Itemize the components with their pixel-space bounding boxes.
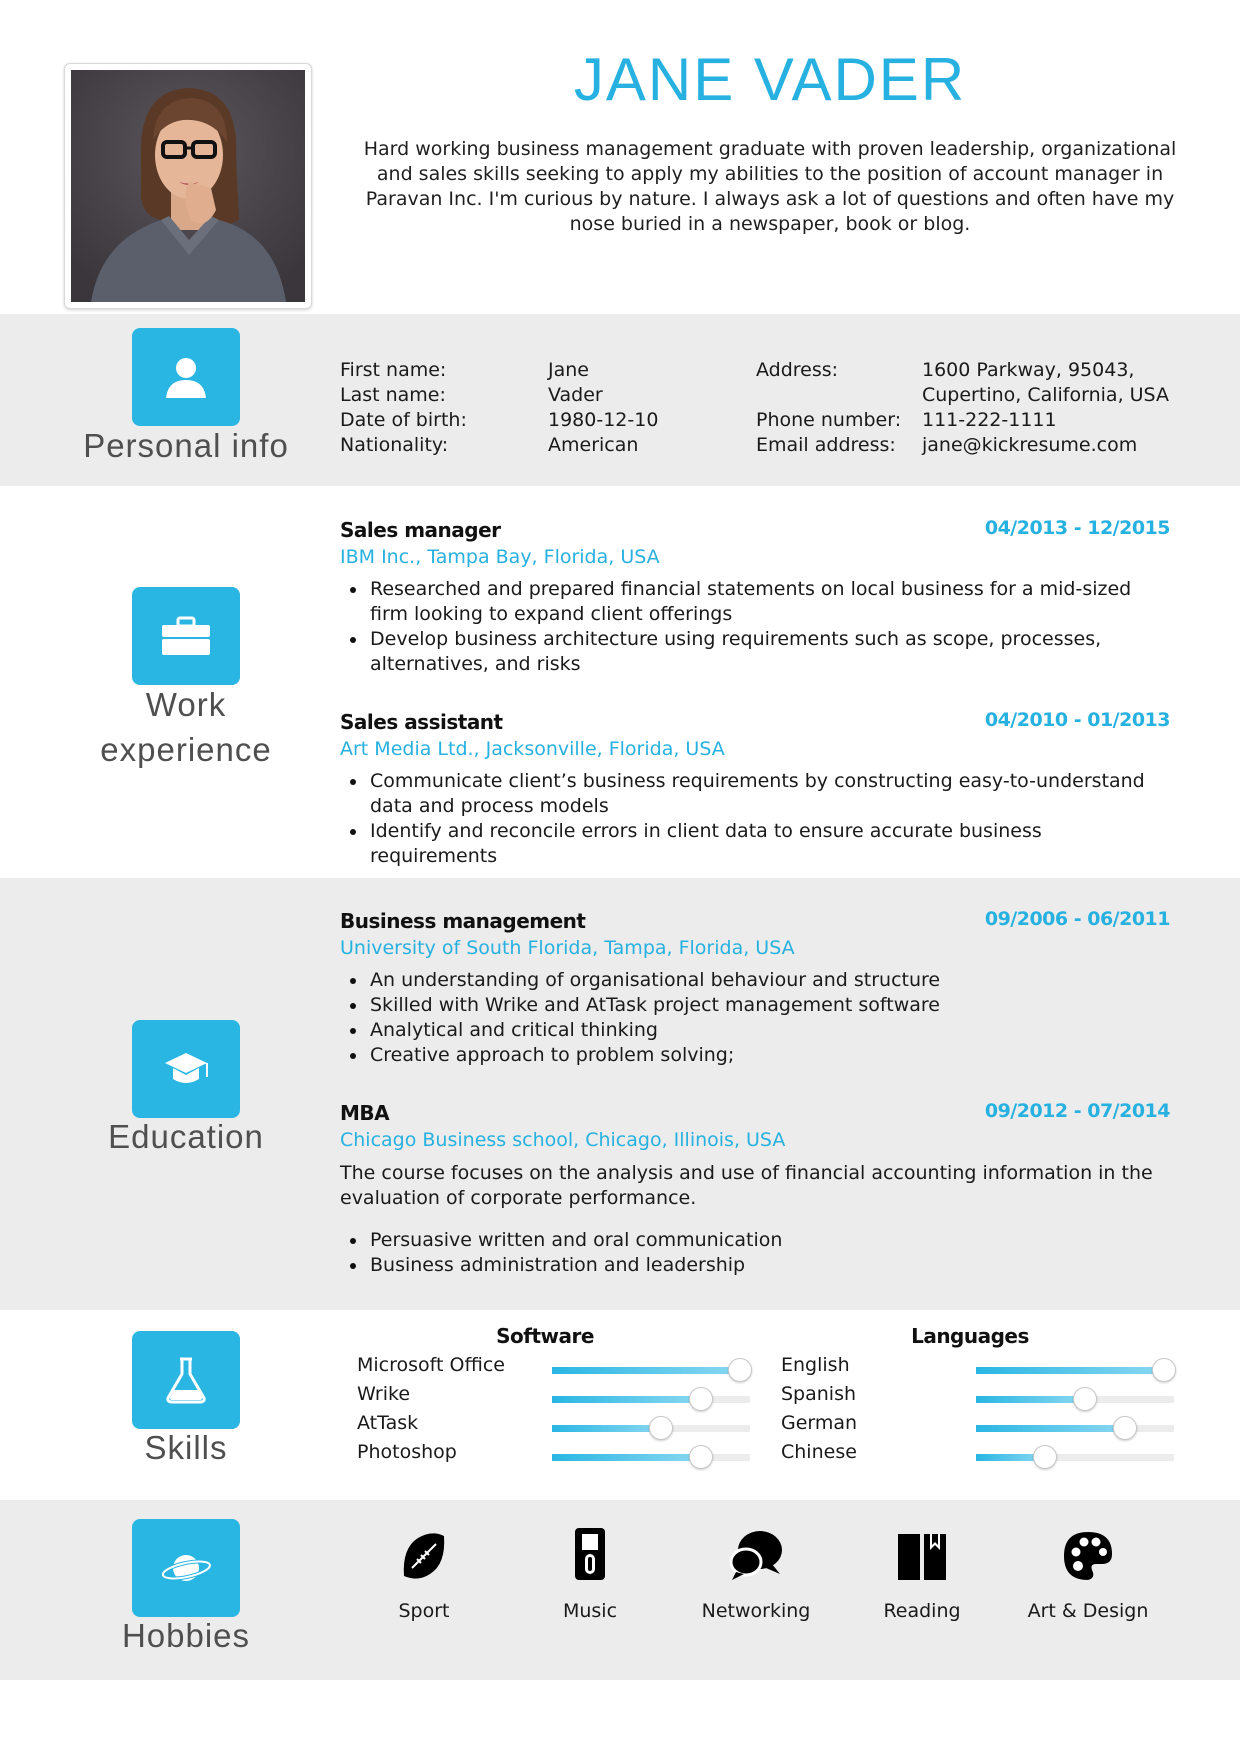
languages-heading: Languages	[911, 1324, 1029, 1348]
address-label: Address:	[756, 359, 839, 381]
section-title-personal-info: Personal info	[83, 427, 289, 464]
flask-icon	[164, 1356, 208, 1404]
section-title-skills: Skills	[144, 1429, 228, 1466]
candidate-name: JANE VADER	[573, 46, 967, 113]
skill-level-bar	[552, 1454, 750, 1461]
job-company: IBM Inc., Tampa Bay, Florida, USA	[340, 546, 660, 568]
address-line-1: 1600 Parkway, 95043,	[922, 359, 1135, 381]
skill-label: AtTask	[357, 1412, 419, 1434]
skill-level-bar	[976, 1454, 1174, 1461]
job-title: Sales assistant	[340, 710, 503, 734]
skill-level-fill	[552, 1396, 701, 1403]
nationality-value: American	[548, 434, 639, 456]
first-name-label: First name:	[340, 359, 447, 381]
job-company: Art Media Ltd., Jacksonville, Florida, USA	[340, 738, 725, 760]
section-title-hobbies: Hobbies	[121, 1617, 251, 1654]
section-title-work-line2: experience	[100, 731, 272, 768]
skills-icon	[132, 1331, 240, 1429]
personal-info-icon	[132, 328, 240, 426]
list-item: Develop business architecture using requirements such as scope, processes, alternatives, and risks	[340, 627, 1170, 677]
list-item: Skilled with Wrike and AtTask project management software	[340, 993, 1170, 1018]
skill-label: Photoshop	[357, 1441, 457, 1463]
briefcase-icon	[160, 616, 212, 656]
software-heading: Software	[496, 1324, 594, 1348]
skill-level-fill	[976, 1425, 1125, 1432]
list-item: Communicate client’s business requirements by constructing easy-to-understand data and process models	[340, 769, 1170, 819]
degree-bullets	[340, 1228, 1170, 1278]
skill-level-bar	[552, 1396, 750, 1403]
skill-level-fill	[976, 1396, 1085, 1403]
skill-level-knob	[1073, 1387, 1097, 1411]
email-value: jane@kickresume.com	[922, 434, 1138, 456]
skill-level-fill	[552, 1454, 701, 1461]
last-name-label: Last name:	[340, 384, 446, 406]
dob-value: 1980-12-10	[548, 409, 659, 431]
nationality-label: Nationality:	[340, 434, 449, 456]
skill-level-knob	[649, 1416, 673, 1440]
skill-level-knob	[689, 1445, 713, 1469]
last-name-value: Vader	[548, 384, 603, 406]
hobby-item	[842, 1526, 1002, 1622]
chat-bubbles-icon	[728, 1528, 784, 1582]
list-item: Business administration and leadership	[340, 1253, 1170, 1278]
skill-label: German	[781, 1412, 858, 1434]
hobby-label: Networking	[701, 1600, 811, 1622]
school-name: Chicago Business school, Chicago, Illinois, USA	[340, 1129, 786, 1151]
skill-level-fill	[552, 1425, 661, 1432]
hobby-item	[1008, 1526, 1168, 1622]
job-bullets	[340, 769, 1170, 869]
hobbies-icon	[132, 1519, 240, 1617]
hobby-label: Sport	[398, 1600, 450, 1622]
email-label: Email address:	[756, 434, 896, 456]
skill-level-knob	[1033, 1445, 1057, 1469]
skill-label: English	[781, 1354, 850, 1376]
job-title: Sales manager	[340, 518, 501, 542]
hobby-item	[344, 1526, 504, 1622]
degree-description: The course focuses on the analysis and use of financial accounting information in the evaluation of corporate performance.	[340, 1162, 1153, 1209]
skill-level-bar	[976, 1396, 1174, 1403]
skill-level-knob	[1113, 1416, 1137, 1440]
skill-level-knob	[1152, 1358, 1176, 1382]
skill-level-knob	[728, 1358, 752, 1382]
skill-level-bar	[552, 1425, 750, 1432]
skill-level-bar	[976, 1367, 1174, 1374]
profile-photo	[71, 70, 305, 302]
skill-label: Spanish	[781, 1383, 857, 1405]
section-title-work-line1: Work	[145, 686, 227, 723]
education-icon	[132, 1020, 240, 1118]
section-title-education: Education	[108, 1118, 264, 1155]
graduation-cap-icon	[163, 1049, 209, 1089]
degree-title: Business management	[340, 909, 586, 933]
school-name: University of South Florida, Tampa, Florida, USA	[340, 937, 795, 959]
skill-label: Wrike	[357, 1383, 411, 1405]
degree-bullets	[340, 968, 1170, 1068]
portrait-illustration	[71, 70, 305, 302]
hobby-label: Art & Design	[1027, 1600, 1149, 1622]
list-item: Persuasive written and oral communication	[340, 1228, 1170, 1253]
hobby-label: Music	[562, 1600, 618, 1622]
skill-level-bar	[976, 1425, 1174, 1432]
user-icon	[163, 354, 209, 400]
profile-summary: Hard working business management graduate with proven leadership, organizational and sales skills seeking to apply my abilities to the position of account manager in Paravan Inc. I'm curious by nature. I always ask a lot of questions and often have my nose buried in a newspaper, book or blog.	[363, 138, 1177, 235]
music-player-icon	[573, 1526, 607, 1582]
list-item: Researched and prepared financial statements on local business for a mid-sized firm looking to expand client offerings	[340, 577, 1170, 627]
degree-date: 09/2006 - 06/2011	[984, 908, 1170, 930]
profile-photo-frame	[64, 63, 312, 309]
job-date: 04/2013 - 12/2015	[984, 517, 1170, 539]
skill-label: Chinese	[781, 1441, 857, 1463]
list-item: Identify and reconcile errors in client data to ensure accurate business requirements	[340, 819, 1170, 869]
degree-date: 09/2012 - 07/2014	[984, 1100, 1170, 1122]
address-line-2: Cupertino, California, USA	[922, 384, 1169, 406]
skill-label: Microsoft Office	[357, 1354, 505, 1376]
hobby-label: Reading	[883, 1600, 961, 1622]
skill-level-fill	[552, 1367, 740, 1374]
book-icon	[896, 1530, 948, 1582]
planet-icon	[160, 1548, 212, 1588]
job-date: 04/2010 - 01/2013	[984, 709, 1170, 731]
dob-label: Date of birth:	[340, 409, 467, 431]
phone-label: Phone number:	[756, 409, 902, 431]
palette-icon	[1062, 1530, 1114, 1582]
hobby-item	[676, 1526, 836, 1622]
football-icon	[398, 1530, 450, 1582]
list-item: Analytical and critical thinking	[340, 1018, 1170, 1043]
list-item: An understanding of organisational behaviour and structure	[340, 968, 1170, 993]
degree-title: MBA	[340, 1101, 390, 1125]
skill-level-bar	[552, 1367, 750, 1374]
work-experience-icon	[132, 587, 240, 685]
phone-value: 111-222-1111	[922, 409, 1057, 431]
skill-level-knob	[689, 1387, 713, 1411]
job-bullets	[340, 577, 1170, 677]
hobby-item	[510, 1526, 670, 1622]
first-name-value: Jane	[548, 359, 589, 381]
skill-level-fill	[976, 1367, 1164, 1374]
list-item: Creative approach to problem solving;	[340, 1043, 1170, 1068]
